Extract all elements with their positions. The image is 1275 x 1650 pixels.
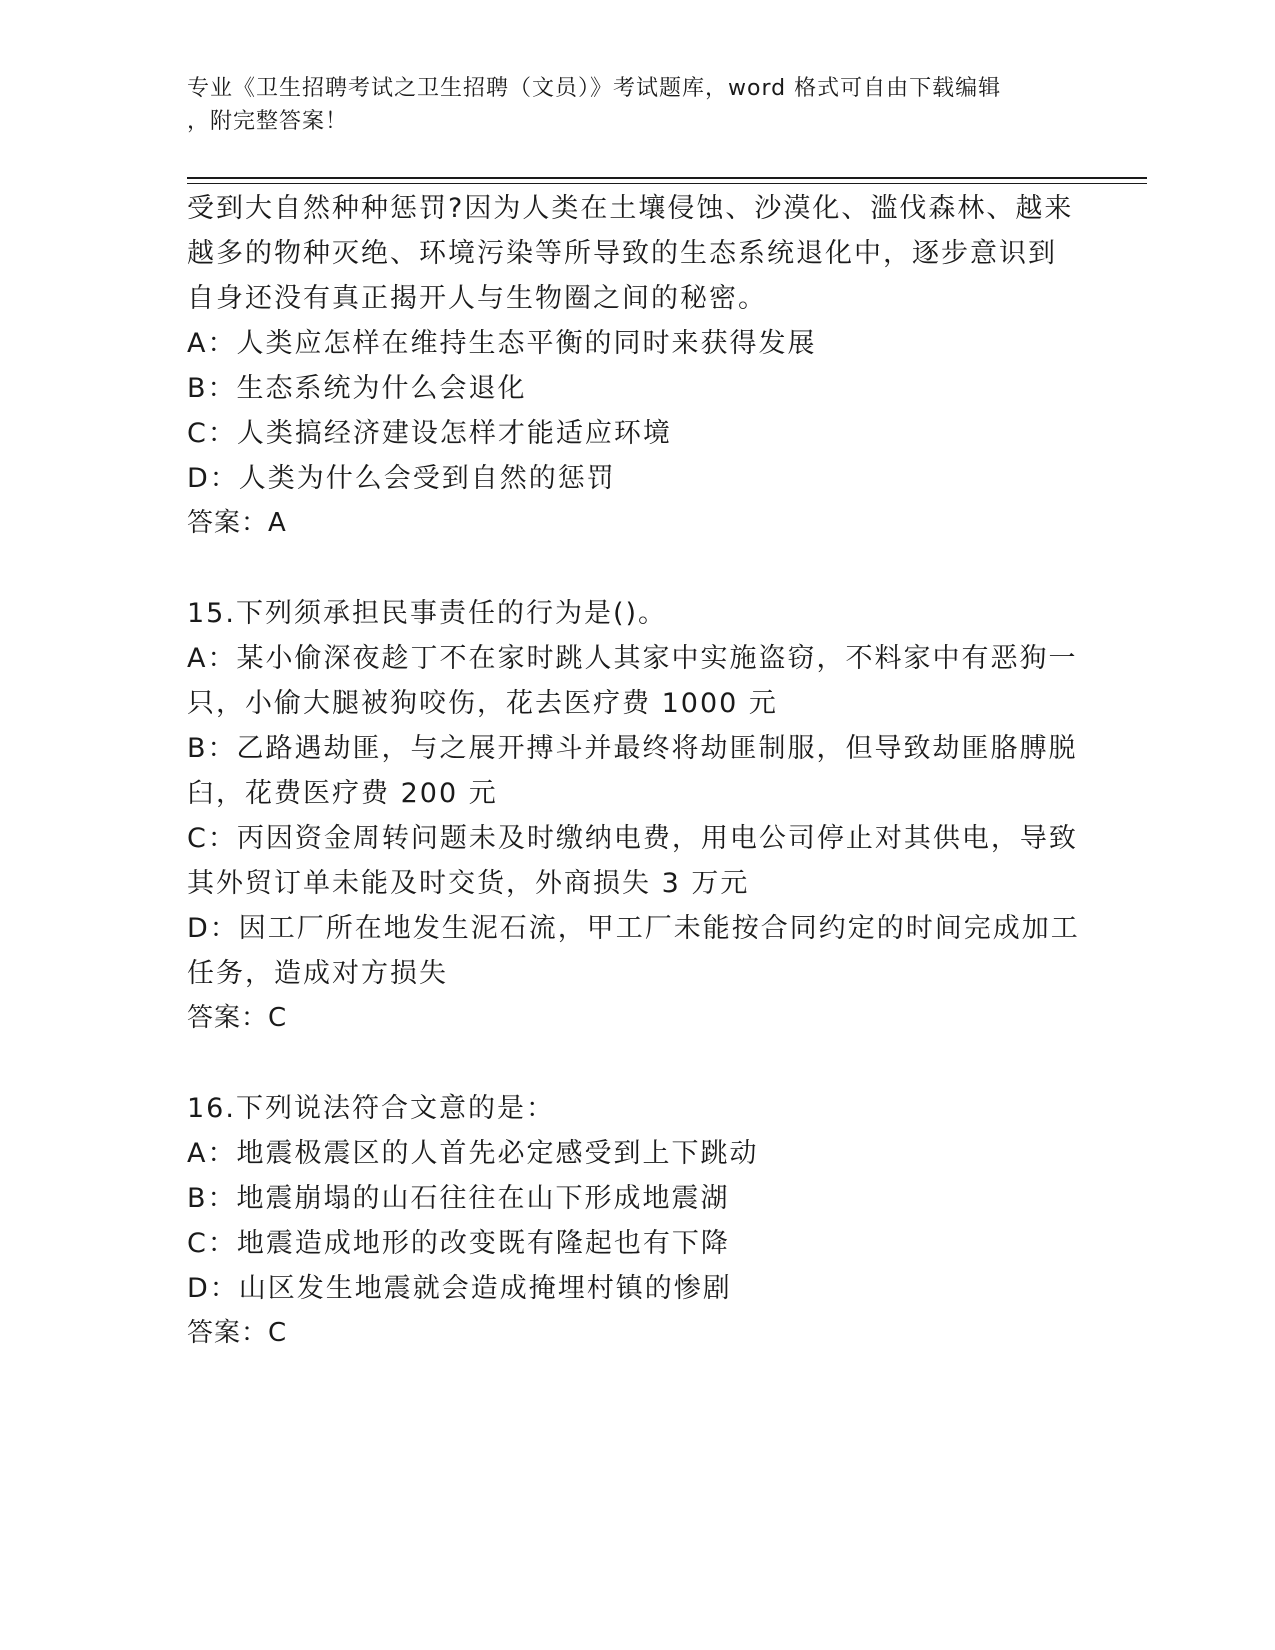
- header-divider-thick: [187, 177, 1147, 179]
- option-a-continued: 只，小偷大腿被狗咬伤，花去医疗费 1000 元: [187, 688, 778, 719]
- question-content: [187, 186, 1087, 1356]
- option-c: C：地震造成地形的改变既有隆起也有下降: [187, 1228, 730, 1259]
- option-d-continued: 任务，造成对方损失: [187, 958, 448, 989]
- question-stem-line: 自身还没有真正揭开人与生物圈之间的秘密。: [187, 283, 767, 314]
- header-title-line: 专业《卫生招聘考试之卫生招聘（文员）》考试题库，word 格式可自由下载编辑: [187, 76, 1002, 101]
- question-spacer: [187, 546, 1087, 591]
- question-16: [187, 1086, 1087, 1356]
- question-stem-line: 16.下列说法符合文意的是：: [187, 1093, 555, 1124]
- option-a: A：某小偷深夜趁丁不在家时跳人其家中实施盗窃，不料家中有恶狗一: [187, 643, 1078, 674]
- answer-line: 答案：C: [187, 1318, 288, 1348]
- question-stem-line: 越多的物种灭绝、环境污染等所导致的生态系统退化中，逐步意识到: [187, 238, 1057, 269]
- option-d: D：人类为什么会受到自然的惩罚: [187, 463, 616, 494]
- option-b: B：地震崩塌的山石往往在山下形成地震湖: [187, 1183, 730, 1214]
- option-d: D：因工厂所在地发生泥石流，甲工厂未能按合同约定的时间完成加工: [187, 913, 1080, 944]
- option-b-continued: 臼，花费医疗费 200 元: [187, 778, 498, 809]
- option-a: A：人类应怎样在维持生态平衡的同时来获得发展: [187, 328, 817, 359]
- header-subtitle-line: ，附完整答案！: [187, 109, 349, 134]
- document-header: [187, 72, 1067, 138]
- question-15: [187, 591, 1087, 1041]
- option-b: B：乙路遇劫匪，与之展开搏斗并最终将劫匪制服，但导致劫匪胳膊脱: [187, 733, 1078, 764]
- answer-line: 答案：A: [187, 508, 287, 538]
- header-divider-thin: [187, 183, 1147, 184]
- option-c: C：丙因资金周转问题未及时缴纳电费，用电公司停止对其供电，导致: [187, 823, 1078, 854]
- question-stem-line: 15.下列须承担民事责任的行为是()。: [187, 598, 668, 629]
- option-c-continued: 其外贸订单未能及时交货，外商损失 3 万元: [187, 868, 750, 899]
- option-d: D：山区发生地震就会造成掩埋村镇的惨剧: [187, 1273, 732, 1304]
- question-spacer: [187, 1041, 1087, 1086]
- answer-line: 答案：C: [187, 1003, 288, 1033]
- option-c: C：人类搞经济建设怎样才能适应环境: [187, 418, 672, 449]
- question-stem-line: 受到大自然种种惩罚?因为人类在土壤侵蚀、沙漠化、滥伐森林、越来: [187, 193, 1074, 224]
- option-a: A：地震极震区的人首先必定感受到上下跳动: [187, 1138, 759, 1169]
- question-14: [187, 186, 1087, 546]
- option-b: B：生态系统为什么会退化: [187, 373, 527, 404]
